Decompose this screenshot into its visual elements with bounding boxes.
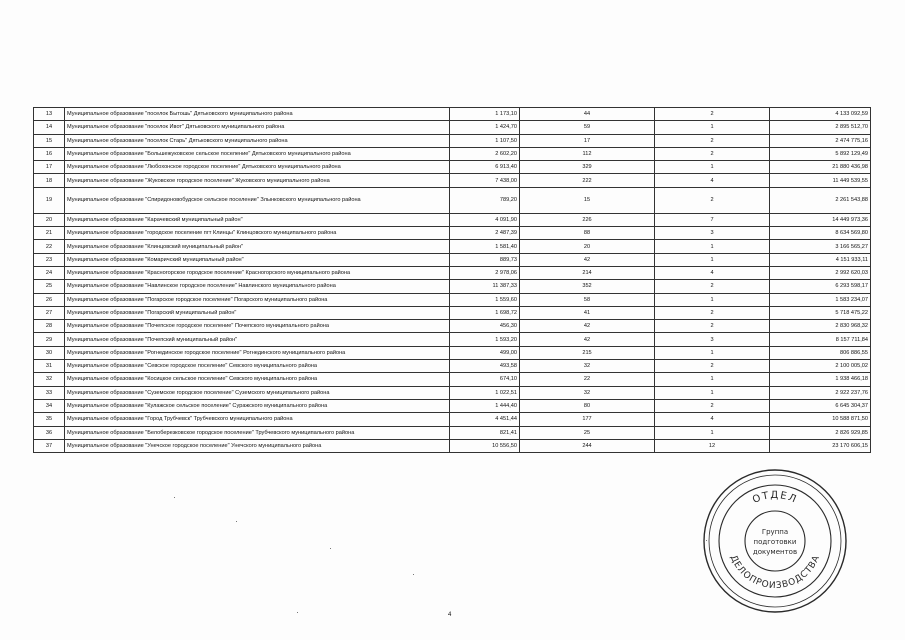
scan-speck xyxy=(706,540,707,541)
page-number: 4 xyxy=(448,612,452,618)
municipality-name-cell: Муниципальное образование "Погарский муниципальный район" xyxy=(65,306,450,319)
row-number-cell: 24 xyxy=(34,266,65,279)
municipality-name-cell: Муниципальное образование "Кулажское сельское поселение" Суражского муниципального района xyxy=(65,399,450,412)
table-row xyxy=(34,240,871,253)
area-cell: 493,58 xyxy=(450,360,520,373)
quantity-cell: 2 xyxy=(655,320,770,333)
table-row xyxy=(34,174,871,187)
municipality-name-cell: Муниципальное образование "Комаричский муниципальный район" xyxy=(65,253,450,266)
table-row xyxy=(34,426,871,439)
amount-cell: 5 892 129,49 xyxy=(770,147,871,160)
area-cell: 1 444,40 xyxy=(450,399,520,412)
area-cell: 1 107,50 xyxy=(450,134,520,147)
count-cell: 15 xyxy=(520,187,655,213)
row-number-cell: 26 xyxy=(34,293,65,306)
area-cell: 1 581,40 xyxy=(450,240,520,253)
quantity-cell: 2 xyxy=(655,280,770,293)
amount-cell: 23 170 606,15 xyxy=(770,439,871,452)
count-cell: 226 xyxy=(520,213,655,226)
municipality-name-cell: Муниципальное образование "Жуковское городское поселение" Жуковского муниципального района xyxy=(65,174,450,187)
amount-cell: 806 886,55 xyxy=(770,346,871,359)
municipality-name-cell: Муниципальное образование "Белоберезковское городское поселение" Трубчевского муниципального района xyxy=(65,426,450,439)
scan-speck xyxy=(413,574,414,575)
amount-cell: 3 166 565,27 xyxy=(770,240,871,253)
municipality-name-cell: Муниципальное образование "Большежуковское сельское поселение" Дятьковского муниципального района xyxy=(65,147,450,160)
row-number-cell: 25 xyxy=(34,280,65,293)
amount-cell: 4 133 092,59 xyxy=(770,108,871,121)
amount-cell: 11 449 539,55 xyxy=(770,174,871,187)
count-cell: 80 xyxy=(520,399,655,412)
count-cell: 42 xyxy=(520,333,655,346)
table-row xyxy=(34,386,871,399)
quantity-cell: 1 xyxy=(655,426,770,439)
count-cell: 59 xyxy=(520,121,655,134)
table-row xyxy=(34,333,871,346)
municipality-name-cell: Муниципальное образование "Севское городское поселение" Севского муниципального района xyxy=(65,360,450,373)
table-row xyxy=(34,360,871,373)
municipality-name-cell: Муниципальное образование "Почепский муниципальный район" xyxy=(65,333,450,346)
row-number-cell: 32 xyxy=(34,373,65,386)
table-row xyxy=(34,134,871,147)
table-row xyxy=(34,213,871,226)
area-cell: 2 978,06 xyxy=(450,266,520,279)
area-cell: 1 559,60 xyxy=(450,293,520,306)
area-cell: 499,00 xyxy=(450,346,520,359)
quantity-cell: 2 xyxy=(655,399,770,412)
municipal-register-table xyxy=(33,107,871,453)
row-number-cell: 17 xyxy=(34,161,65,174)
count-cell: 112 xyxy=(520,147,655,160)
amount-cell: 6 293 598,17 xyxy=(770,280,871,293)
count-cell: 42 xyxy=(520,320,655,333)
area-cell: 4 451,44 xyxy=(450,413,520,426)
area-cell: 4 091,90 xyxy=(450,213,520,226)
amount-cell: 5 718 475,22 xyxy=(770,306,871,319)
count-cell: 244 xyxy=(520,439,655,452)
table-row xyxy=(34,439,871,452)
row-number-cell: 18 xyxy=(34,174,65,187)
quantity-cell: 1 xyxy=(655,121,770,134)
quantity-cell: 1 xyxy=(655,240,770,253)
count-cell: 177 xyxy=(520,413,655,426)
area-cell: 1 022,51 xyxy=(450,386,520,399)
table-row xyxy=(34,161,871,174)
area-cell: 674,10 xyxy=(450,373,520,386)
municipality-name-cell: Муниципальное образование "Суземское городское поселение" Суземского муниципального района xyxy=(65,386,450,399)
municipality-name-cell: Муниципальное образование "поселок Бытошь" Дятьковского муниципального района xyxy=(65,108,450,121)
area-cell: 1 593,20 xyxy=(450,333,520,346)
table-row xyxy=(34,320,871,333)
quantity-cell: 1 xyxy=(655,373,770,386)
count-cell: 329 xyxy=(520,161,655,174)
amount-cell: 2 830 968,32 xyxy=(770,320,871,333)
count-cell: 352 xyxy=(520,280,655,293)
municipality-name-cell: Муниципальное образование "Навлинское городское поселение" Навлинского муниципального района xyxy=(65,280,450,293)
amount-cell: 6 645 304,37 xyxy=(770,399,871,412)
count-cell: 32 xyxy=(520,386,655,399)
scan-speck xyxy=(236,521,237,522)
municipality-name-cell: Муниципальное образование "Карачевский муниципальный район" xyxy=(65,213,450,226)
row-number-cell: 20 xyxy=(34,213,65,226)
municipality-name-cell: Муниципальное образование "Спиридоновобудское сельское поселение" Злынковского муниципального района xyxy=(65,187,450,213)
count-cell: 214 xyxy=(520,266,655,279)
quantity-cell: 1 xyxy=(655,293,770,306)
quantity-cell: 2 xyxy=(655,360,770,373)
quantity-cell: 2 xyxy=(655,108,770,121)
amount-cell: 10 588 871,50 xyxy=(770,413,871,426)
quantity-cell: 1 xyxy=(655,386,770,399)
count-cell: 17 xyxy=(520,134,655,147)
count-cell: 20 xyxy=(520,240,655,253)
count-cell: 215 xyxy=(520,346,655,359)
amount-cell: 2 826 929,85 xyxy=(770,426,871,439)
municipality-name-cell: Муниципальное образование "Погарское городское поселение" Погарского муниципального района xyxy=(65,293,450,306)
table-row xyxy=(34,399,871,412)
municipality-name-cell: Муниципальное образование "Красногорское городское поселение" Красногорского муниципального района xyxy=(65,266,450,279)
area-cell: 1 424,70 xyxy=(450,121,520,134)
count-cell: 44 xyxy=(520,108,655,121)
scan-speck xyxy=(297,612,298,613)
area-cell: 889,73 xyxy=(450,253,520,266)
count-cell: 25 xyxy=(520,426,655,439)
table-row xyxy=(34,227,871,240)
quantity-cell: 2 xyxy=(655,147,770,160)
row-number-cell: 30 xyxy=(34,346,65,359)
count-cell: 222 xyxy=(520,174,655,187)
row-number-cell: 27 xyxy=(34,306,65,319)
count-cell: 58 xyxy=(520,293,655,306)
municipality-name-cell: Муниципальное образование "поселок Ивот" Дятьковского муниципального района xyxy=(65,121,450,134)
municipality-name-cell: Муниципальное образование "Косицкое сельское поселение" Севского муниципального района xyxy=(65,373,450,386)
quantity-cell: 1 xyxy=(655,253,770,266)
stamp-center-line-3: документов xyxy=(752,548,798,556)
table-row xyxy=(34,306,871,319)
municipality-name-cell: Муниципальное образование "Город Трубчевск" Трубчевского муниципального района xyxy=(65,413,450,426)
table-row xyxy=(34,293,871,306)
row-number-cell: 22 xyxy=(34,240,65,253)
row-number-cell: 19 xyxy=(34,187,65,213)
amount-cell: 8 634 569,80 xyxy=(770,227,871,240)
municipality-name-cell: Муниципальное образование "Любохонское городское поселение" Дятьковского муниципального района xyxy=(65,161,450,174)
row-number-cell: 31 xyxy=(34,360,65,373)
table-row xyxy=(34,121,871,134)
amount-cell: 14 449 973,36 xyxy=(770,213,871,226)
quantity-cell: 4 xyxy=(655,174,770,187)
table-body xyxy=(34,108,871,453)
municipality-name-cell: Муниципальное образование "Почепское городское поселение" Почепского муниципального района xyxy=(65,320,450,333)
table-row xyxy=(34,346,871,359)
amount-cell: 2 895 512,70 xyxy=(770,121,871,134)
municipality-name-cell: Муниципальное образование "поселок Старь" Дятьковского муниципального района xyxy=(65,134,450,147)
row-number-cell: 37 xyxy=(34,439,65,452)
area-cell: 2 602,20 xyxy=(450,147,520,160)
quantity-cell: 2 xyxy=(655,306,770,319)
area-cell: 10 556,50 xyxy=(450,439,520,452)
row-number-cell: 28 xyxy=(34,320,65,333)
municipality-name-cell: Муниципальное образование "городское поселение пгт Клинцы" Клинцовского муниципального района xyxy=(65,227,450,240)
area-cell: 456,30 xyxy=(450,320,520,333)
amount-cell: 2 922 237,76 xyxy=(770,386,871,399)
area-cell: 789,20 xyxy=(450,187,520,213)
municipality-name-cell: Муниципальное образование "Клинцовский муниципальный район" xyxy=(65,240,450,253)
amount-cell: 2 261 543,88 xyxy=(770,187,871,213)
quantity-cell: 2 xyxy=(655,187,770,213)
count-cell: 22 xyxy=(520,373,655,386)
area-cell: 2 487,39 xyxy=(450,227,520,240)
amount-cell: 4 151 933,11 xyxy=(770,253,871,266)
table-row xyxy=(34,373,871,386)
area-cell: 1 173,10 xyxy=(450,108,520,121)
scan-speck xyxy=(174,497,175,498)
row-number-cell: 29 xyxy=(34,333,65,346)
stamp-title: ОТДЕЛ xyxy=(751,490,799,506)
quantity-cell: 4 xyxy=(655,266,770,279)
count-cell: 32 xyxy=(520,360,655,373)
quantity-cell: 12 xyxy=(655,439,770,452)
area-cell: 821,41 xyxy=(450,426,520,439)
table-row xyxy=(34,413,871,426)
stamp-bottom-text: ДЕЛОПРОИЗВОДСТВА xyxy=(727,553,823,592)
row-number-cell: 34 xyxy=(34,399,65,412)
municipality-name-cell: Муниципальное образование "Рогнединское городское поселение" Рогнединского муниципального района xyxy=(65,346,450,359)
area-cell: 1 698,72 xyxy=(450,306,520,319)
scan-speck xyxy=(330,548,331,549)
table-row xyxy=(34,253,871,266)
quantity-cell: 2 xyxy=(655,134,770,147)
amount-cell: 1 583 234,07 xyxy=(770,293,871,306)
table-row xyxy=(34,147,871,160)
row-number-cell: 36 xyxy=(34,426,65,439)
municipality-name-cell: Муниципальное образование "Унечское городское поселение" Унечского муниципального района xyxy=(65,439,450,452)
row-number-cell: 13 xyxy=(34,108,65,121)
area-cell: 6 913,40 xyxy=(450,161,520,174)
count-cell: 88 xyxy=(520,227,655,240)
count-cell: 41 xyxy=(520,306,655,319)
amount-cell: 2 100 005,02 xyxy=(770,360,871,373)
stamp-center-line-1: Группа xyxy=(761,528,789,536)
amount-cell: 2 474 775,16 xyxy=(770,134,871,147)
amount-cell: 8 157 711,84 xyxy=(770,333,871,346)
office-stamp xyxy=(700,466,850,616)
count-cell: 42 xyxy=(520,253,655,266)
quantity-cell: 3 xyxy=(655,227,770,240)
row-number-cell: 21 xyxy=(34,227,65,240)
quantity-cell: 1 xyxy=(655,161,770,174)
table-row xyxy=(34,108,871,121)
quantity-cell: 4 xyxy=(655,413,770,426)
amount-cell: 2 992 620,03 xyxy=(770,266,871,279)
row-number-cell: 15 xyxy=(34,134,65,147)
stamp-center-line-2: подготовки xyxy=(753,538,797,546)
row-number-cell: 35 xyxy=(34,413,65,426)
row-number-cell: 33 xyxy=(34,386,65,399)
row-number-cell: 14 xyxy=(34,121,65,134)
area-cell: 11 387,33 xyxy=(450,280,520,293)
amount-cell: 21 880 436,98 xyxy=(770,161,871,174)
quantity-cell: 7 xyxy=(655,213,770,226)
table-row xyxy=(34,187,871,213)
table-row xyxy=(34,266,871,279)
row-number-cell: 16 xyxy=(34,147,65,160)
table-row xyxy=(34,280,871,293)
quantity-cell: 3 xyxy=(655,333,770,346)
amount-cell: 1 938 466,18 xyxy=(770,373,871,386)
area-cell: 7 438,00 xyxy=(450,174,520,187)
quantity-cell: 1 xyxy=(655,346,770,359)
row-number-cell: 23 xyxy=(34,253,65,266)
